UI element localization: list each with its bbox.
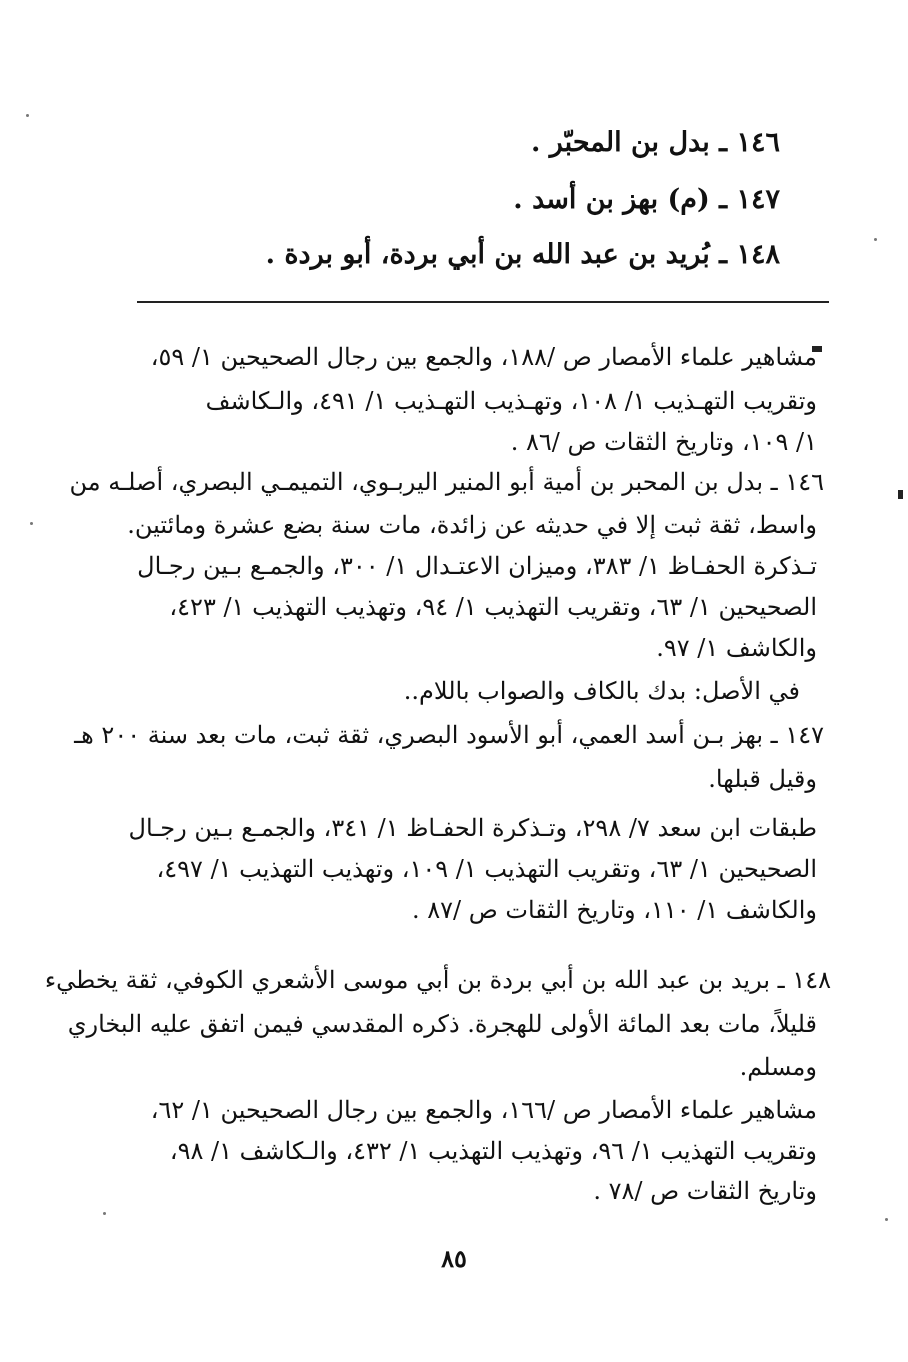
scan-speck bbox=[103, 1212, 106, 1215]
footnote-148-ref: وتاريخ الثقات ص /٧٨ . bbox=[593, 1177, 817, 1205]
footnote-148-line: ١٤٨ ـ بريد بن عبد الله بن أبي بردة بن أبي موسى الأشعري الكوفي، ثقة يخطيء bbox=[44, 966, 831, 994]
footnote-148-ref: وتقريب التهذيب ١/ ٩٦، وتهذيب التهذيب ١/ ٤٣٢، والـكاشف ١/ ٩٨، bbox=[169, 1137, 817, 1165]
heading-entry-148: ١٤٨ ـ بُريد بن عبد الله بن أبي بردة، أبو بردة . bbox=[265, 239, 780, 270]
scan-speck bbox=[30, 522, 33, 525]
scan-speck bbox=[26, 114, 29, 117]
footnote-intro-line: مشاهير علماء الأمصار ص /١٨٨، والجمع بين رجال الصحيحين ١/ ٥٩، bbox=[150, 343, 817, 371]
footnote-147-ref: الصحيحين ١/ ٦٣، وتقريب التهذيب ١/ ١٠٩، وتهذيب التهذيب ١/ ٤٩٧، bbox=[156, 855, 817, 883]
footnote-146-line: تـذكرة الحفـاظ ١/ ٣٨٣، وميزان الاعتـدال ١/ ٣٠٠، والجمـع بـين رجـال bbox=[137, 552, 817, 580]
footnote-146-line: الصحيحين ١/ ٦٣، وتقريب التهذيب ١/ ٩٤، وتهذيب التهذيب ١/ ٤٢٣، bbox=[169, 593, 817, 621]
margin-mark bbox=[898, 490, 903, 499]
footnote-147-line: وقيل قبلها. bbox=[708, 765, 817, 793]
footnote-147-ref: طبقات ابن سعد ٧/ ٢٩٨، وتـذكرة الحفـاظ ١/ ٣٤١، والجمـع بـين رجـال bbox=[128, 814, 817, 842]
footnote-intro-line: وتقريب التهـذيب ١/ ١٠٨، وتهـذيب التهـذيب ١/ ٤٩١، والـكاشف bbox=[205, 387, 817, 415]
footnote-146-line: ١٤٦ ـ بدل بن المحبر بن أمية أبو المنير اليربـوي، التميمـي البصري، أصلـه من bbox=[69, 468, 824, 496]
footnote-note-line: في الأصل: بدك بالكاف والصواب باللام.. bbox=[403, 677, 800, 705]
heading-entry-146: ١٤٦ ـ بدل بن المحبّر . bbox=[530, 127, 780, 158]
footnote-148-ref: مشاهير علماء الأمصار ص /١٦٦، والجمع بين رجال الصحيحين ١/ ٦٢، bbox=[150, 1096, 817, 1124]
scan-speck bbox=[874, 238, 877, 241]
footnote-146-line: والكاشف ١/ ٩٧. bbox=[656, 634, 817, 662]
page-number: ٨٥ bbox=[441, 1244, 467, 1273]
footnote-intro-line: ١/ ١٠٩، وتاريخ الثقات ص /٨٦ . bbox=[510, 428, 817, 456]
scan-speck bbox=[885, 1218, 888, 1221]
heading-entry-147: ١٤٧ ـ (م) بهز بن أسد . bbox=[513, 184, 780, 215]
footnote-148-line: ومسلم. bbox=[739, 1053, 817, 1081]
footnote-divider bbox=[137, 301, 829, 303]
footnote-147-ref: والكاشف ١/ ١١٠، وتاريخ الثقات ص /٨٧ . bbox=[411, 896, 817, 924]
footnote-148-line: قليلاً، مات بعد المائة الأولى للهجرة. ذكره المقدسي فيمن اتفق عليه البخاري bbox=[67, 1010, 817, 1038]
footnote-146-line: واسط، ثقة ثبت إلا في حديثه عن زائدة، مات سنة بضع عشرة ومائتين. bbox=[127, 511, 817, 539]
footnote-147-line: ١٤٧ ـ بهز بـن أسد العمي، أبو الأسود البصري، ثقة ثبت، مات بعد سنة ٢٠٠ هـ bbox=[74, 721, 824, 749]
